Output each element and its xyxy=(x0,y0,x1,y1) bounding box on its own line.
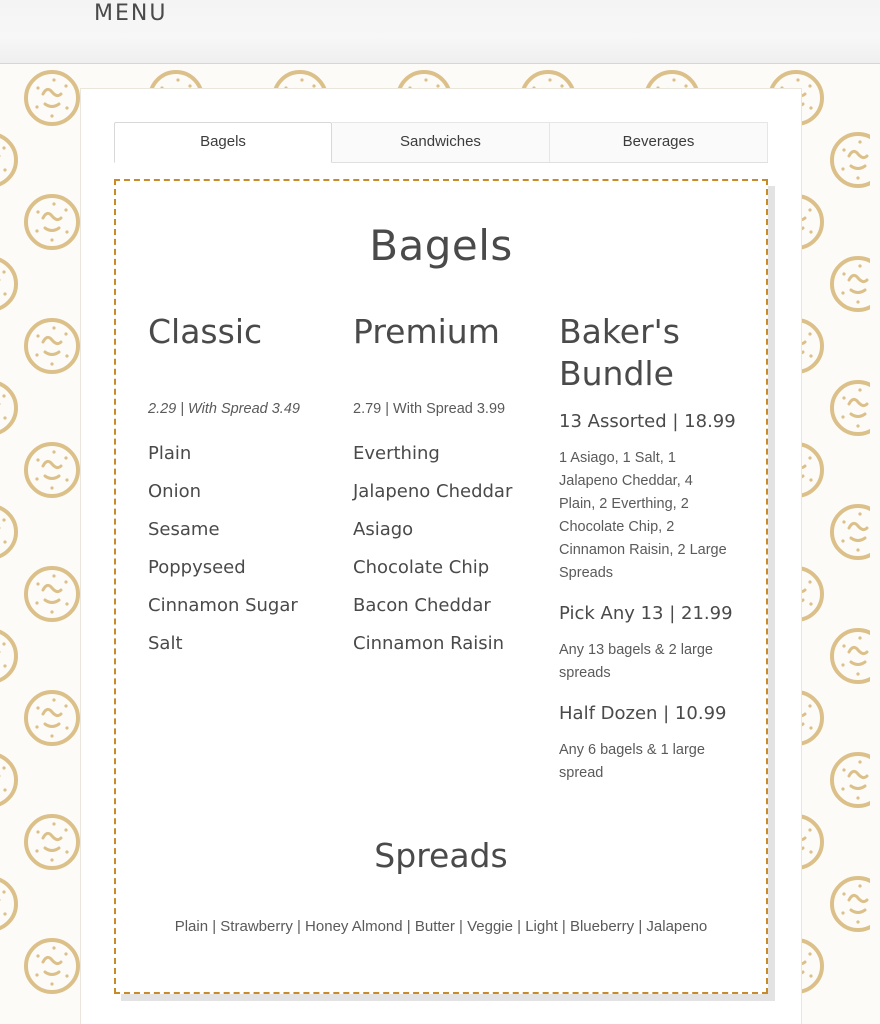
premium-price: 2.79 | With Spread 3.99 xyxy=(353,401,506,417)
bundle-offer-name: 13 Assorted | 18.99 xyxy=(559,411,736,432)
card-title: Bagels xyxy=(369,221,513,270)
bundle-offer xyxy=(559,409,739,785)
bundle-heading: Baker's Bundle xyxy=(559,312,680,393)
tab-beverages[interactable]: Beverages xyxy=(550,122,768,162)
list-item: Onion xyxy=(148,481,201,502)
list-item: Cinnamon Raisin xyxy=(353,633,505,654)
top-header xyxy=(0,0,880,64)
premium-column xyxy=(353,311,533,663)
classic-price: 2.29 | With Spread 3.49 xyxy=(148,401,300,417)
content-panel xyxy=(80,88,802,1024)
bundle-offer-name: Pick Any 13 | 21.99 xyxy=(559,603,733,624)
list-item: Chocolate Chip xyxy=(353,557,490,578)
list-item: Plain xyxy=(148,443,192,464)
list-item: Bacon Cheddar xyxy=(353,595,491,616)
bundle-offer-desc: Any 13 bagels & 2 large spreads xyxy=(559,642,713,681)
bundle-offer-name: Half Dozen | 10.99 xyxy=(559,703,727,724)
menu-tabs xyxy=(114,122,768,163)
bundle-offer-desc: Any 6 bagels & 1 large spread xyxy=(559,742,705,781)
bundle-offer-desc: 1 Asiago, 1 Salt, 1 Jalapeno Cheddar, 4 Plain, 2 Everthing, 2 Chocolate Chip, 2 Cinnamon Raisin, 2 Large Spreads xyxy=(559,450,727,581)
list-item: Cinnamon Sugar xyxy=(148,595,298,616)
list-item: Salt xyxy=(148,633,183,654)
classic-heading: Classic xyxy=(148,312,263,351)
bagels-menu-card xyxy=(114,179,768,994)
tab-sandwiches[interactable]: Sandwiches xyxy=(332,122,550,162)
tab-bagels[interactable]: Bagels xyxy=(114,122,332,163)
classic-items xyxy=(148,435,328,663)
spreads-heading: Spreads xyxy=(374,836,508,875)
premium-items xyxy=(353,435,533,663)
classic-column xyxy=(148,311,328,663)
list-item: Asiago xyxy=(353,519,414,540)
bundle-column xyxy=(559,311,739,801)
menu-button[interactable]: MENU xyxy=(94,1,168,26)
list-item: Everthing xyxy=(353,443,440,464)
list-item: Sesame xyxy=(148,519,220,540)
list-item: Jalapeno Cheddar xyxy=(353,481,513,502)
premium-heading: Premium xyxy=(353,312,500,351)
list-item: Poppyseed xyxy=(148,557,246,578)
spreads-list: Plain | Strawberry | Honey Almond | Butter | Veggie | Light | Blueberry | Jalapeno xyxy=(174,918,708,935)
